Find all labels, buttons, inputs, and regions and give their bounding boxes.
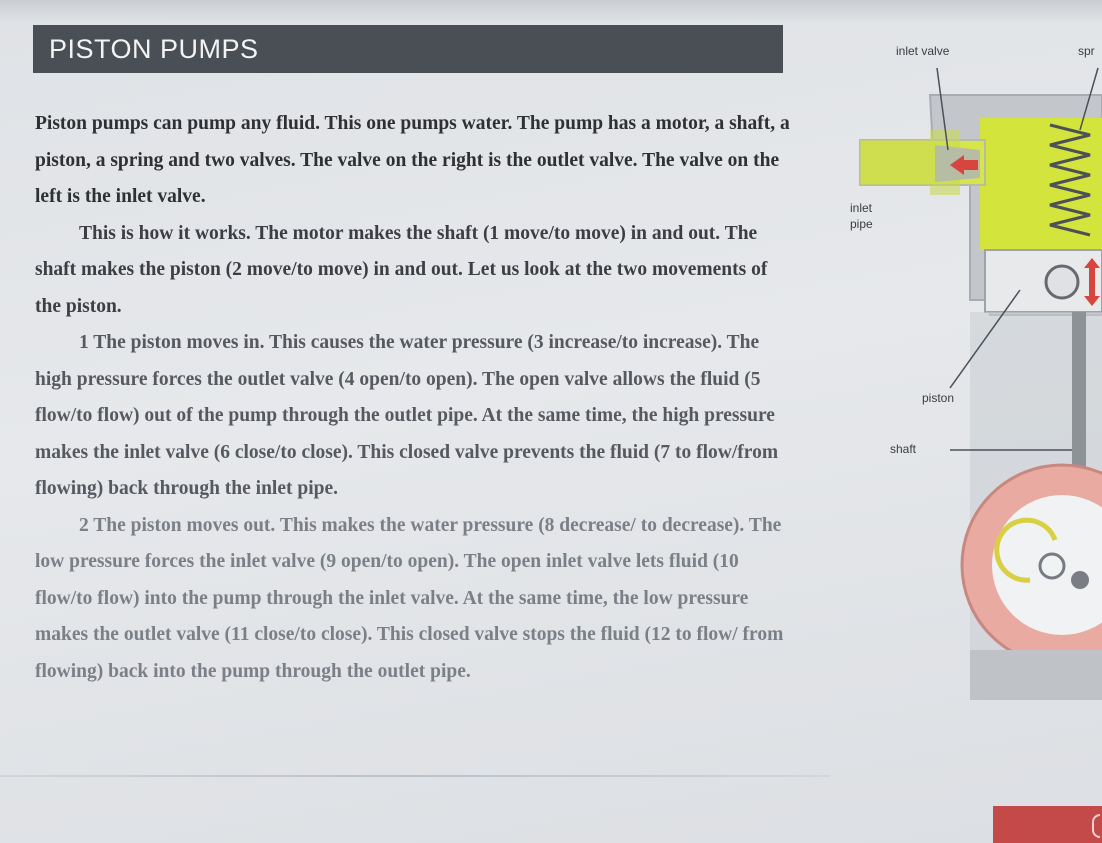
page-title: PISTON PUMPS — [49, 33, 259, 64]
piston-ring — [1046, 266, 1078, 298]
paragraph-piston-in: 1 The piston moves in. This causes the water pressure (3 increase/to increase). The high pressure forces the outlet valve (4 open/to open). The open valve allows the fluid (5 flow/to flow) out of the pump through the outlet pipe. At the same time, the high pressure makes the inlet valve (6 close/to close). This closed valve prevents the fluid (7 to flow/from flowing) back through the inlet pipe. — [35, 332, 779, 499]
piston-block — [985, 250, 1102, 312]
label-piston: piston — [922, 391, 955, 405]
pump-base — [970, 650, 1102, 700]
paragraph-intro: Piston pumps can pump any fluid. This one pumps water. The pump has a motor, a shaft, a piston, a spring and two valves. The valve on the right is the outlet valve. The valve on the left is the inlet valve. — [35, 113, 790, 207]
pump-diagram — [830, 0, 1102, 843]
corner-icon — [1092, 814, 1100, 838]
pump-diagram-svg — [830, 0, 1102, 843]
label-shaft: shaft — [890, 442, 917, 456]
label-spring: spr — [1078, 44, 1095, 58]
label-inlet-pipe: inlet pipe — [850, 201, 873, 231]
article-body — [35, 106, 795, 690]
paragraph-piston-out: 2 The piston moves out. This makes the water pressure (8 decrease/ to decrease). The low pressure forces the inlet valve (9 open/to open). The open inlet valve lets fluid (10 flow/to flow) into the pump through the inlet valve. At the same time, the low pressure makes the outlet valve (11 close/to close). This closed valve stops the fluid (12 to flow/ from flowing) back into the pump through the outlet pipe. — [35, 514, 784, 682]
paragraph-how-it-works: This is how it works. The motor makes the shaft (1 move/to move) in and out. The shaft makes the piston (2 move/to move) in and out. Let us look at the two movements of the piston. — [35, 222, 768, 317]
label-inlet-valve: inlet valve — [896, 44, 950, 58]
crank-pin — [1071, 571, 1089, 589]
corner-button[interactable] — [993, 806, 1102, 843]
divider — [0, 775, 830, 777]
title-bar — [33, 25, 783, 73]
